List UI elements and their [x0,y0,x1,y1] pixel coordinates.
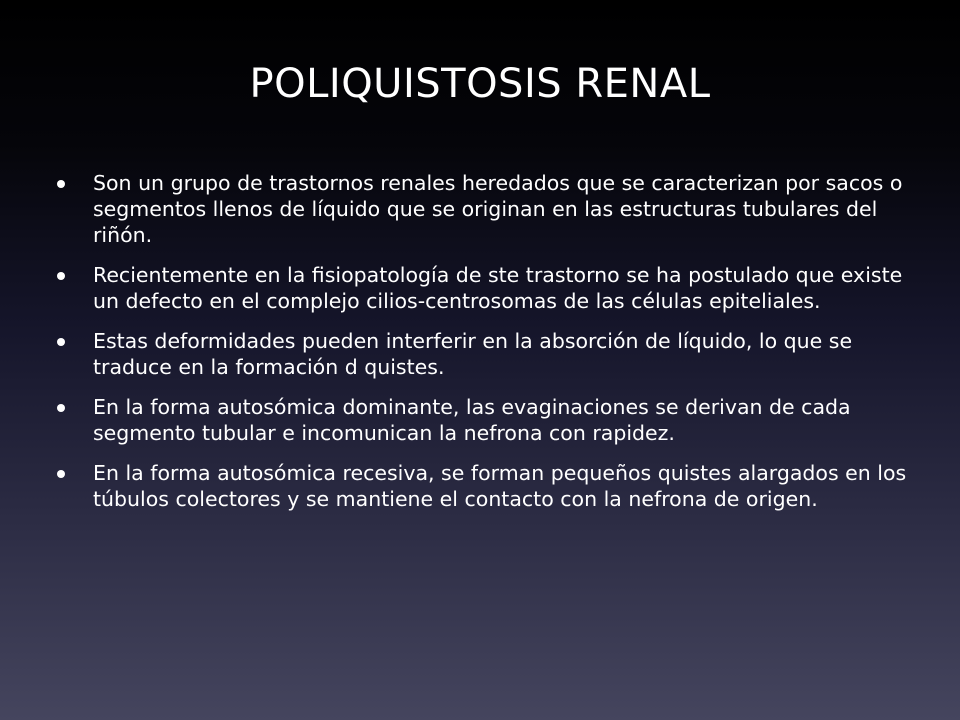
bullet-text: Estas deformidades pueden interferir en la absorción de líquido, lo que se traduce en la formación d quistes. [93,329,853,379]
bullet-item [55,394,913,446]
bullet-dot-icon [57,338,65,346]
bullet-item [55,262,913,314]
bullet-item [55,328,913,380]
bullet-dot-icon [57,404,65,412]
bullet-text: En la forma autosómica dominante, las evaginaciones se derivan de cada segmento tubular e incomunican la nefrona con rapidez. [93,395,851,445]
bullet-text: Recientemente en la fisiopatología de ste trastorno se ha postulado que existe un defecto en el complejo cilios-centrosomas de las células epiteliales. [93,263,903,313]
slide-title: POLIQUISTOSIS RENAL [249,61,711,107]
bullet-item [55,170,913,248]
bullet-dot-icon [57,470,65,478]
bullet-item [55,460,913,512]
bullet-text: En la forma autosómica recesiva, se forman pequeños quistes alargados en los túbulos colectores y se mantiene el contacto con la nefrona de origen. [93,461,907,511]
bullet-dot-icon [57,272,65,280]
bullet-dot-icon [57,180,65,188]
bullet-text: Son un grupo de trastornos renales heredados que se caracterizan por sacos o segmentos llenos de líquido que se originan en las estructuras tubulares del riñón. [93,171,903,247]
bullet-list [55,170,913,526]
